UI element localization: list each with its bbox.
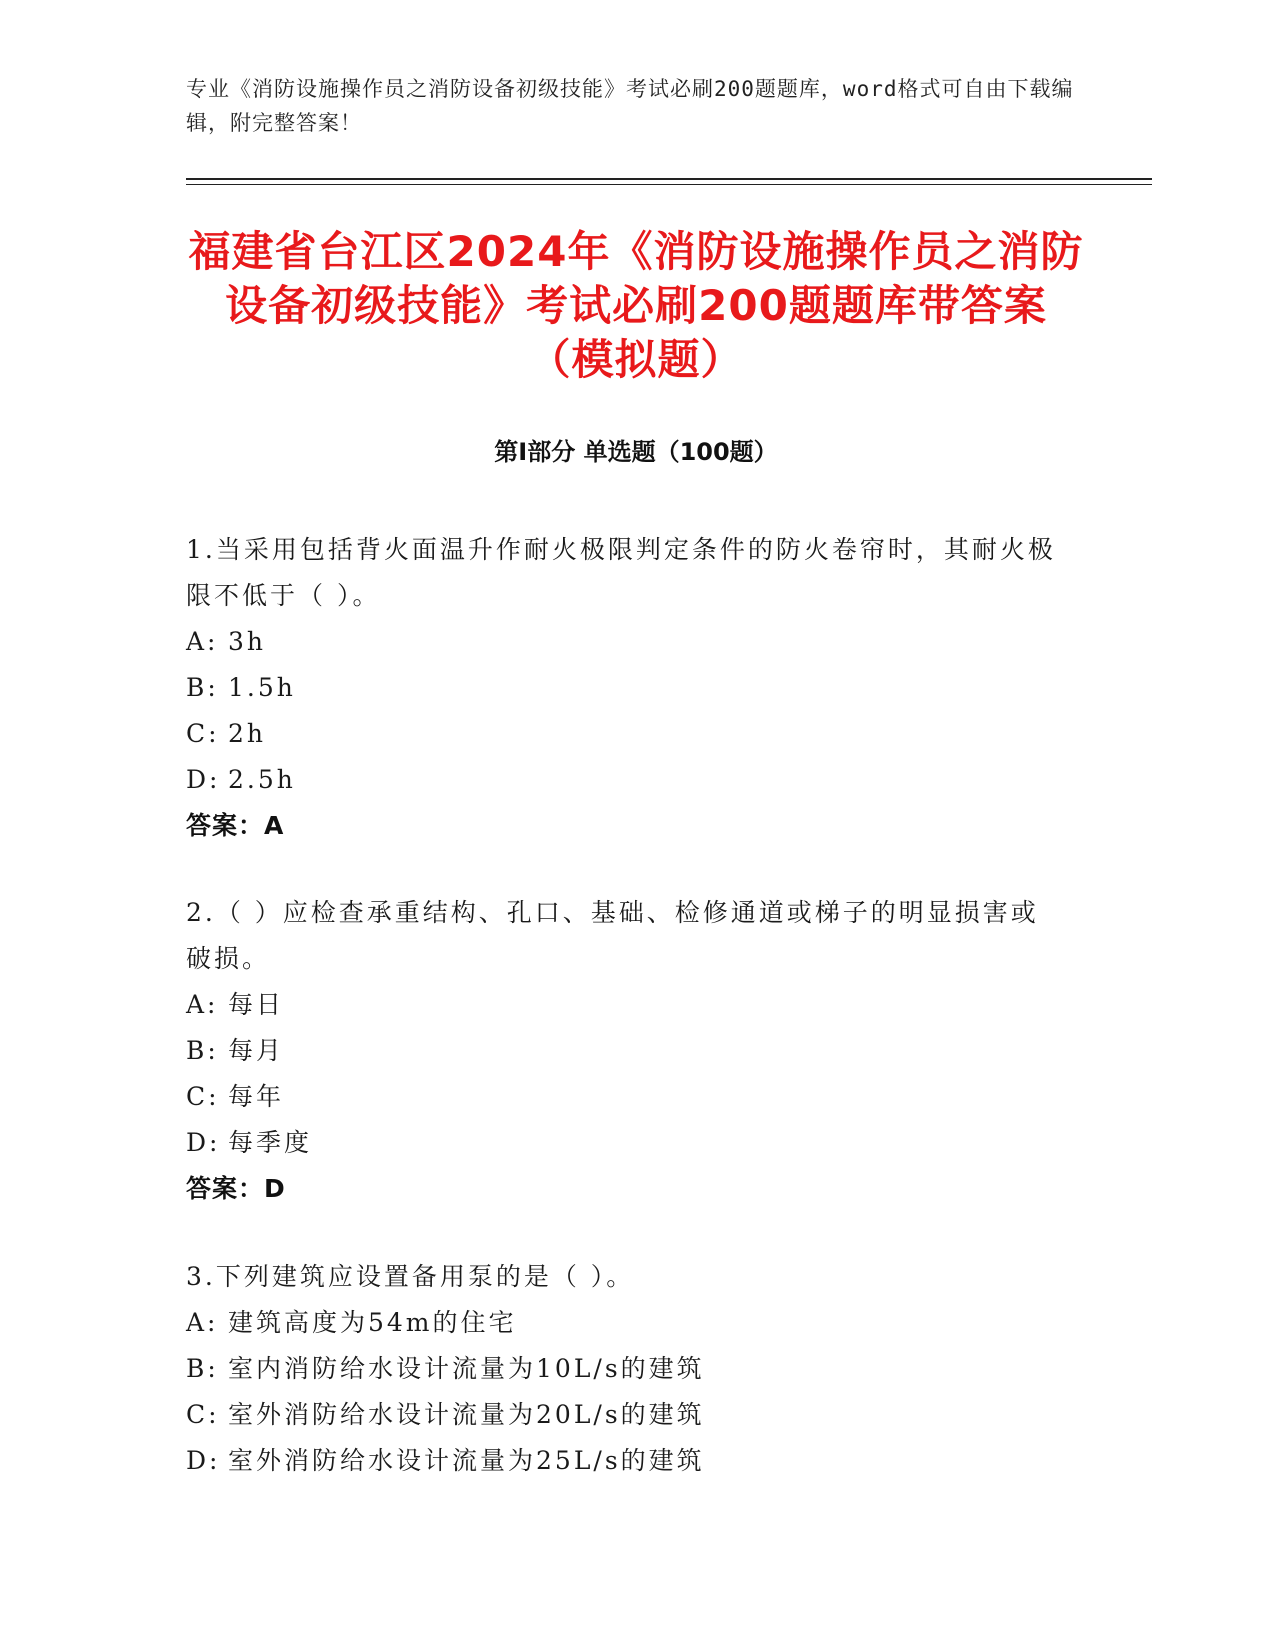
- option-text: 每年: [228, 1082, 285, 1111]
- option-text: 2.5h: [228, 765, 296, 794]
- option-letter: B:: [186, 1354, 219, 1383]
- question-stem: 1.当采用包括背火面温升作耐火极限判定条件的防火卷帘时，其耐火极限不低于（ ）。: [186, 535, 1056, 610]
- option-a: [186, 619, 1066, 665]
- option-c: [186, 1074, 1066, 1120]
- option-d: [186, 757, 1066, 803]
- question-stem: 3.下列建筑应设置备用泵的是（ ）。: [186, 1262, 635, 1291]
- option-letter: B:: [186, 1036, 219, 1065]
- option-letter: C:: [186, 1400, 220, 1429]
- option-b: [186, 1346, 1066, 1392]
- option-c: [186, 711, 1066, 757]
- option-letter: C:: [186, 719, 220, 748]
- option-c: [186, 1392, 1066, 1438]
- option-text: 建筑高度为54m的住宅: [228, 1308, 517, 1337]
- option-letter: B:: [186, 673, 219, 702]
- option-d: [186, 1120, 1066, 1166]
- question-1: [186, 527, 1066, 849]
- option-d: [186, 1438, 1066, 1484]
- option-letter: D:: [186, 1446, 221, 1475]
- option-text: 每季度: [228, 1128, 313, 1157]
- header-note: 专业《消防设施操作员之消防设备初级技能》考试必刷200题题库，word格式可自由下载编辑，附完整答案！: [186, 77, 1074, 135]
- option-letter: A:: [186, 1308, 219, 1337]
- question-2: [186, 890, 1066, 1212]
- option-letter: C:: [186, 1082, 220, 1111]
- option-b: [186, 1028, 1066, 1074]
- question-3: [186, 1254, 1066, 1484]
- option-letter: D:: [186, 1128, 221, 1157]
- answer-line: 答案：A: [186, 811, 285, 840]
- document-title: 福建省台江区2024年《消防设施操作员之消防设备初级技能》考试必刷200题题库带答案（模拟题）: [188, 227, 1084, 384]
- option-letter: A:: [186, 990, 219, 1019]
- option-letter: D:: [186, 765, 221, 794]
- question-stem: 2.（ ）应检查承重结构、孔口、基础、检修通道或梯子的明显损害或破损。: [186, 898, 1039, 973]
- option-text: 1.5h: [228, 673, 296, 702]
- option-text: 3h: [228, 627, 267, 656]
- option-a: [186, 982, 1066, 1028]
- option-text: 室内消防给水设计流量为10L/s的建筑: [228, 1354, 705, 1383]
- option-b: [186, 665, 1066, 711]
- option-text: 2h: [228, 719, 267, 748]
- option-text: 每月: [228, 1036, 285, 1065]
- answer-line: 答案：D: [186, 1174, 286, 1203]
- option-text: 室外消防给水设计流量为20L/s的建筑: [228, 1400, 705, 1429]
- option-text: 室外消防给水设计流量为25L/s的建筑: [228, 1446, 705, 1475]
- option-letter: A:: [186, 627, 219, 656]
- header-divider: [186, 178, 1152, 180]
- header-divider-thin: [186, 184, 1152, 185]
- option-a: [186, 1300, 1066, 1346]
- option-text: 每日: [228, 990, 285, 1019]
- section-title: 第Ⅰ部分 单选题（100题）: [494, 438, 778, 466]
